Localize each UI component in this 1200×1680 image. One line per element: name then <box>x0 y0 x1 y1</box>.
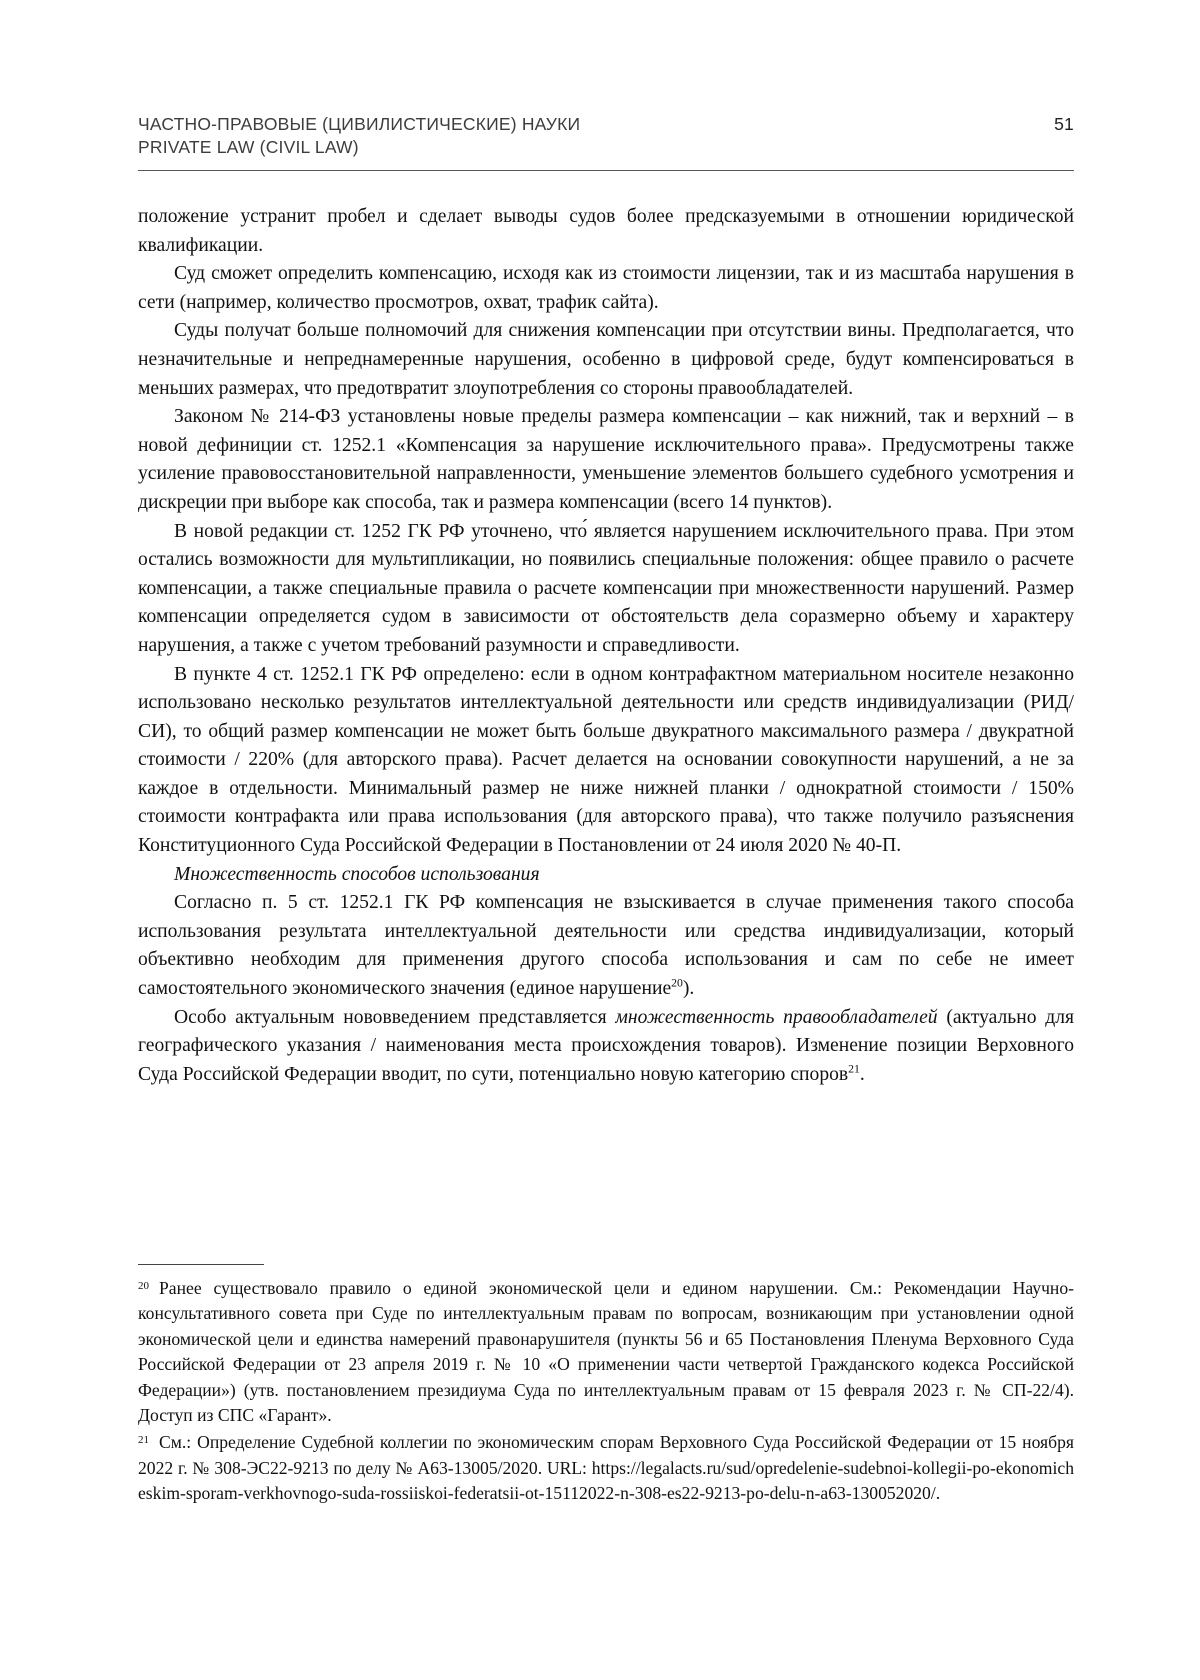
paragraph-text: Особо актуальным нововведением представляется <box>174 1006 616 1028</box>
footnote-ref[interactable]: 21 <box>848 1062 860 1076</box>
page-number: 51 <box>1054 114 1074 134</box>
footnote-text: См.: Определение Судебной коллегии по экономическим спорам Верховного Суда Российской Федерации от 15 ноября 2022 г. № 308-ЭС22-9213 по делу № А63-13005/2020. URL: <box>138 1432 1074 1478</box>
footnote-text: Ранее существовало правило о единой экономической цели и едином нарушении. См.: Рекомендации Научно-консультативного совета при Суде по интеллектуальным правам по вопросам, возникающим при установлении одной экономической цели и единства намерений правонарушителя (пункты 56 и 65 Постановления Пленума Верховного Суда Российской Федерации от 23 апреля 2019 г. № 10 «О применении части четвертой Гражданского кодекса Российской Федерации») (утв. постановлением президиума Суда по интеллектуальным правам от 15 февраля 2023 г. № СП-22/4). Доступ из СПС «Гарант». <box>138 1278 1074 1426</box>
section-subheading: Множественность способов использования <box>174 863 540 885</box>
paragraph-text-end: ). <box>682 978 695 1000</box>
running-header <box>138 113 1074 159</box>
paragraph: положение устранит пробел и сделает выводы судов более предсказуемыми в отношении юридической квалификации. <box>138 206 1074 256</box>
paragraph: В новой редакции ст. 1252 ГК РФ уточнено, что́ является нарушением исключительного права. При этом остались возможности для мультипликации, но появились специальные положения: общее правило о расчете компенсации, а также специальные правила о расчете компенсации при множественности нарушений. Размер компенсации определяется судом в зависимости от обстоятельств дела соразмерно объему и характеру нарушения, а также с учетом требований разумности и справедливости. <box>138 520 1074 656</box>
emphasized-term: множественность правообладателей <box>615 1006 938 1028</box>
section-title-en: PRIVATE LAW (CIVIL LAW) <box>138 137 359 157</box>
footnote <box>138 1274 1074 1428</box>
footnote-text-end: . <box>935 1483 941 1504</box>
paragraph: Законом № 214-ФЗ установлены новые пределы размера компенсации – как нижний, так и верхний – в новой дефиниции ст. 1252.1 «Компенсация за нарушение исключительного права». Предусмотрены также усиление правовосстановительной направленности, уменьшение элементов большего судебного усмотрения и дискреции при выборе как способа, так и размера компенсации (всего 14 пунктов). <box>138 406 1074 513</box>
section-title-ru: ЧАСТНО-ПРАВОВЫЕ (ЦИВИЛИСТИЧЕСКИЕ) НАУКИ <box>138 114 581 134</box>
paragraph: Суд сможет определить компенсацию, исходя как из стоимости лицензии, так и из масштаба нарушения в сети (например, количество просмотров, охват, трафик сайта). <box>138 263 1074 313</box>
footnote-divider <box>138 1264 264 1265</box>
paragraph <box>138 1004 1074 1090</box>
paragraph-text-end: . <box>859 1063 865 1085</box>
paragraph: В пункте 4 ст. 1252.1 ГК РФ определено: если в одном контрафактном материальном носителе незаконно использовано несколько результатов интеллектуальной деятельности или средств индивидуализации (РИД/СИ), то общий размер компенсации не может быть больше двукратного максимального размера / двукратной стоимости / 220% (для авторского права). Расчет делается на основании совокупности нарушений, а не за каждое в отдельности. Минимальный размер не ниже нижней планки / однократной стоимости / 150% стоимости контрафакта или права использования (для авторского права), что также получило разъяснения Конституционного Суда Российской Федерации в Постановлении от 24 июля 2020 № 40-П. <box>138 663 1074 857</box>
article-body <box>138 203 1074 1089</box>
paragraph: Суды получат больше полномочий для снижения компенсации при отсутствии вины. Предполагается, что незначительные и непреднамеренные нарушения, особенно в цифровой среде, будут компенсироваться в меньших размерах, что предотвратит злоупотребления со стороны правообладателей. <box>138 320 1074 399</box>
footnotes <box>138 1274 1074 1507</box>
footnote-ref[interactable]: 20 <box>671 976 683 990</box>
header-divider <box>138 170 1074 171</box>
paragraph-text: Согласно п. 5 ст. 1252.1 ГК РФ компенсация не взыскивается в случае применения такого способа использования результата интеллектуальной деятельности или средства индивидуализации, который объективно необходим для применения другого способа использования и сам по себе не имеет самостоятельного экономического значения (единое нарушение <box>138 892 1074 1000</box>
footnote-number: 21 <box>138 1434 149 1447</box>
footnote <box>138 1428 1074 1506</box>
footnote-link[interactable]: https://legalacts.ru/sud/opredelenie-sudebnoi-kollegii-po-ekonomicheskim-sporam-verkhovnogo-suda-rossiiskoi-federatsii-ot-15112022-n-308-es22-9213-po-delu-n-a63-130052020/ <box>138 1457 1074 1504</box>
paragraph <box>138 889 1074 1003</box>
paragraph-text: (актуально для географического указания / наименования места происхождения товаров). Изменение позиции Верховного Суда Российской Федерации вводит, по сути, потенциально новую категорию споров <box>138 1006 1075 1085</box>
footnote-number: 20 <box>138 1280 149 1292</box>
